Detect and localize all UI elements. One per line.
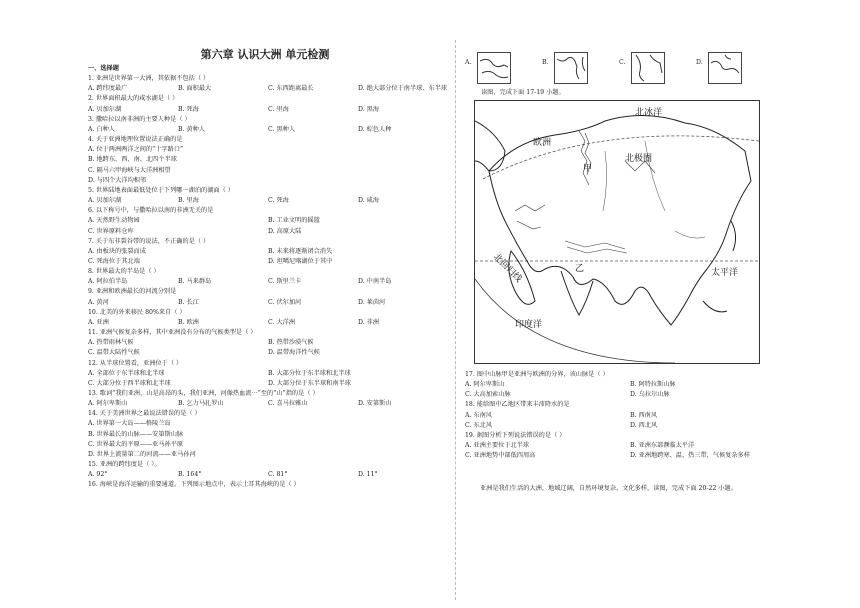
japan-islands	[731, 221, 736, 251]
option-row	[88, 216, 448, 226]
map-option-label: C.	[619, 59, 626, 66]
answer-option[interactable]: A. 阿尔卑斯山	[465, 381, 505, 389]
answer-option[interactable]: A. 贝加尔湖	[88, 105, 122, 113]
answer-option[interactable]: C. 温带大陆性气候	[88, 349, 140, 357]
question-stem: 11. 亚洲气候复杂多样，其中亚洲没有分布的气候类型是（ ）	[88, 329, 257, 337]
answer-option[interactable]: C. 黑种人	[268, 125, 296, 133]
option-row	[88, 84, 448, 94]
rivers	[603, 141, 705, 238]
answer-option[interactable]: D. 坦噶尼喀湖位于其中	[268, 257, 333, 265]
answer-option[interactable]: D. 黑海	[358, 105, 380, 113]
question-stem: 16. 海峡是海洋运输的重要通道。下列图示地点中，表示土耳其海峡的是（ ）	[88, 481, 300, 489]
answer-option[interactable]: A. 阿尔卑斯山	[88, 400, 128, 408]
right-question-list	[465, 370, 795, 461]
question-stem: 12. 从半球位置看，亚洲位于（ ）	[88, 359, 183, 367]
read-prompt: 读图，完成下面 17-19 小题。	[481, 89, 565, 96]
strait-map-options	[465, 52, 795, 88]
answer-option[interactable]: B. 大部分位于东半球和北半球	[268, 369, 351, 377]
answer-option[interactable]: C. 斯里兰卡	[268, 278, 302, 286]
question-stem: 9. 亚洲和欧洲最长的河流分别是	[88, 288, 177, 296]
answer-option[interactable]: B. 长江	[178, 298, 199, 306]
answer-option[interactable]: B. 世界最长的山脉——安第斯山脉	[88, 430, 184, 438]
label-arctic-circle: 北极圈	[625, 154, 653, 164]
label-tropic: 北回归线	[490, 252, 524, 285]
answer-option[interactable]: D. 安第斯山	[358, 400, 392, 408]
question-stem: 19. 据图分析下列说法错误的是（ ）	[465, 431, 566, 439]
answer-option[interactable]: B. 地跨东、西、南、北四个半球	[88, 156, 177, 164]
answer-option[interactable]: A. 白种人	[88, 125, 115, 133]
answer-option[interactable]: C. 东北风	[465, 421, 493, 429]
option-row	[88, 105, 448, 115]
answer-option[interactable]: C. 伏尔加河	[268, 298, 302, 306]
answer-option[interactable]: B. 西南风	[630, 411, 658, 419]
answer-option[interactable]: A. 黄河	[88, 298, 109, 306]
map-option-d[interactable]	[696, 52, 773, 84]
question-stem: 18. 能给图中乙地区带来丰沛降水的是	[465, 401, 570, 409]
answer-option[interactable]: A. 贝加尔湖	[88, 197, 122, 205]
answer-option[interactable]: D. 绝大部分位于南半球、东半球	[358, 85, 448, 93]
answer-option[interactable]: C. 里海	[268, 105, 289, 113]
question-stem: 5. 世界陆地表面最低处位于下列哪一湖泊的湖面（ ）	[88, 186, 234, 194]
option-row	[88, 338, 448, 348]
answer-option[interactable]: A. 热带雨林气候	[88, 339, 134, 347]
strait-thumbnail-b	[554, 52, 588, 84]
answer-option[interactable]: A. 世界第一大岛——格陵兰岛	[88, 420, 171, 428]
answer-option[interactable]: C. 隔马六甲海峡与大洋洲相望	[88, 166, 171, 174]
answer-option[interactable]: A. 位于两洲两洋之间的“十字路口”	[88, 146, 184, 154]
label-arctic-ocean: 北冰洋	[635, 108, 663, 118]
map-option-label: D.	[696, 59, 703, 66]
answer-option[interactable]: B. 欧洲	[178, 318, 199, 326]
map-option-label: A.	[465, 59, 472, 66]
answer-option[interactable]: B. 死海	[178, 105, 199, 113]
option-row	[465, 390, 795, 400]
map-option-c[interactable]	[619, 52, 696, 84]
answer-option[interactable]: A. 亚洲主要位于北半球	[465, 442, 530, 450]
answer-option[interactable]: C. 世界原料仓库	[88, 227, 134, 235]
answer-option[interactable]: B. 164°	[178, 471, 202, 479]
label-pacific: 太平洋	[711, 268, 739, 278]
right-column	[465, 52, 795, 98]
option-row	[465, 451, 795, 461]
answer-option[interactable]: D. 高原大陆	[268, 227, 302, 235]
india-coast	[561, 271, 593, 315]
answer-option[interactable]: B. 面积最大	[178, 85, 212, 93]
option-row	[465, 411, 795, 421]
map-option-a[interactable]	[465, 52, 542, 84]
answer-option[interactable]: D. 11°	[358, 471, 378, 479]
answer-option[interactable]: A. 跨纬度最广	[88, 85, 128, 93]
europe-coastline	[475, 121, 505, 171]
strait-thumbnail-d	[708, 52, 742, 84]
answer-option[interactable]: C. 东西距离最长	[268, 85, 314, 93]
label-europe: 欧洲	[533, 138, 552, 148]
answer-option[interactable]: D. 大部分位于东半球和南半球	[268, 379, 351, 387]
answer-option[interactable]: C. 死海	[268, 197, 289, 205]
left-column	[88, 64, 448, 491]
option-row	[88, 348, 448, 358]
answer-option[interactable]: C. 喜马拉雅山	[268, 400, 308, 408]
asia-map-svg	[475, 101, 759, 363]
answer-option[interactable]: A. 天然野生动物园	[88, 217, 140, 225]
answer-option[interactable]: C. 世界最大的平原——亚马孙平原	[88, 440, 184, 448]
answer-option[interactable]: B. 工业文明的摇篮	[268, 217, 320, 225]
question-stem: 17. 图中山脉甲是亚洲与欧洲的分界，该山脉是（ ）	[465, 371, 609, 378]
question-stem: 7. 关于东非裂谷带的说法，不正确的是（ ）	[88, 237, 210, 245]
answer-option[interactable]: D. 棕色人种	[358, 125, 392, 133]
option-row	[88, 247, 448, 257]
answer-option[interactable]: A. 东南风	[465, 411, 492, 419]
option-row	[88, 125, 448, 135]
strait-thumbnail-a	[477, 52, 511, 84]
islands	[703, 301, 727, 312]
question-stem: 3. 撒哈拉以南非洲的主要人种是（ ）	[88, 115, 191, 123]
answer-option[interactable]: D. 与四个大洋均相邻	[88, 176, 147, 184]
answer-option[interactable]: D. 世界上流量第二的河流——亚马孙河	[88, 450, 196, 458]
answer-option[interactable]: B. 里海	[178, 197, 199, 205]
column-divider	[455, 40, 456, 600]
option-row	[88, 318, 448, 328]
projection-edge	[475, 279, 675, 363]
answer-option[interactable]: B. 热带沙漠气候	[268, 339, 314, 347]
option-row	[88, 470, 448, 480]
answer-option[interactable]: D. 亚洲地跨寒、温、热三带，气候复杂多样	[630, 452, 751, 460]
answer-option[interactable]: A. 阿拉伯半岛	[88, 278, 128, 286]
answer-option[interactable]: C. 81°	[268, 471, 288, 479]
question-stem: 6. 以下称号中，与撒哈拉以南的非洲无关的是	[88, 207, 214, 215]
answer-option[interactable]: B. 乞力马扎罗山	[178, 400, 224, 408]
option-row	[465, 421, 795, 431]
answer-option[interactable]: D. 咸海	[358, 197, 380, 205]
option-row	[465, 441, 795, 451]
answer-option[interactable]: A. 全部位于东半球和北半球	[88, 369, 165, 377]
question-stem: 10. 北美的外来移民 80%来自（ ）	[88, 308, 186, 316]
answer-option[interactable]: B. 阿特拉斯山脉	[630, 381, 676, 389]
label-jia: 甲	[583, 164, 593, 174]
answer-option[interactable]: D. 莱茵河	[358, 298, 386, 306]
answer-option[interactable]: D. 非洲	[358, 318, 380, 326]
answer-option[interactable]: C. 大部分位于西半球和北半球	[88, 379, 171, 387]
label-indian-ocean: 印度洋	[515, 320, 543, 330]
question-stem: 1. 亚洲是世界第一大洲，其依据不包括（ ）	[88, 75, 210, 83]
answer-option[interactable]: B. 黄种人	[178, 125, 206, 133]
page-title: 第六章 认识大洲 单元检测	[200, 48, 330, 61]
map-option-b[interactable]	[542, 52, 619, 84]
answer-option[interactable]: A. 由板块的张裂而成	[88, 247, 146, 255]
asia-map	[474, 100, 760, 364]
option-row	[88, 379, 448, 389]
question-stem: 8. 世界最大的半岛是（ ）	[88, 268, 160, 276]
answer-option[interactable]: B. 未来将逐渐闭合消失	[268, 247, 333, 255]
answer-option[interactable]: A. 亚洲	[88, 318, 109, 326]
question-list	[88, 74, 448, 490]
arctic-circle-line	[483, 136, 759, 179]
option-row	[88, 257, 448, 267]
answer-option[interactable]: D. 西北风	[630, 421, 658, 429]
question-stem: 15. 亚洲的跨纬度是（ ）。	[88, 461, 161, 469]
answer-option[interactable]: D. 乌拉尔山脉	[630, 391, 670, 399]
asia-coastline	[489, 115, 751, 325]
question-stem: 14. 关于美洲世界之最说法错误的是（ ）	[88, 410, 201, 418]
answer-option[interactable]: A. 92°	[88, 471, 108, 479]
option-row	[465, 380, 795, 390]
footer-prompt: 亚洲是我们生活的大洲，地域辽阔，自然环境复杂，文化多样，读图，完成下面 20-22 小题。	[480, 485, 737, 492]
question-stem: 4. 关于亚洲地理位置说法正确的是	[88, 136, 183, 144]
option-row	[88, 369, 448, 379]
question-stem: 13. 歌词“我们亚洲，山是高昂的头，我们亚洲，河像热血流⋯”至的“山”指的是（ ）	[88, 390, 319, 397]
label-yi: 乙	[575, 264, 585, 274]
answer-option[interactable]: D. 中南半岛	[358, 278, 392, 286]
option-row	[88, 196, 448, 206]
section-heading: 一、选择题	[88, 65, 119, 72]
question-stem: 2. 世界面积最大的咸水湖是（ ）	[88, 95, 179, 103]
answer-option[interactable]: C. 死海位于其北端	[88, 257, 140, 265]
answer-option[interactable]: C. 大洋洲	[268, 318, 296, 326]
answer-option[interactable]: B. 马来群岛	[178, 278, 212, 286]
map-option-label: B.	[542, 59, 549, 66]
answer-option[interactable]: C. 大高加索山脉	[465, 391, 511, 399]
mountain-ranges	[515, 131, 655, 253]
option-row	[88, 298, 448, 308]
strait-thumbnail-c	[631, 52, 665, 84]
answer-option[interactable]: B. 亚洲东部濒临太平洋	[630, 442, 695, 450]
answer-option[interactable]: D. 温带海洋性气候	[268, 349, 320, 357]
option-row	[88, 399, 448, 409]
option-row	[88, 227, 448, 237]
answer-option[interactable]: C. 亚洲地势中部低四周高	[465, 452, 536, 460]
option-row	[88, 277, 448, 287]
